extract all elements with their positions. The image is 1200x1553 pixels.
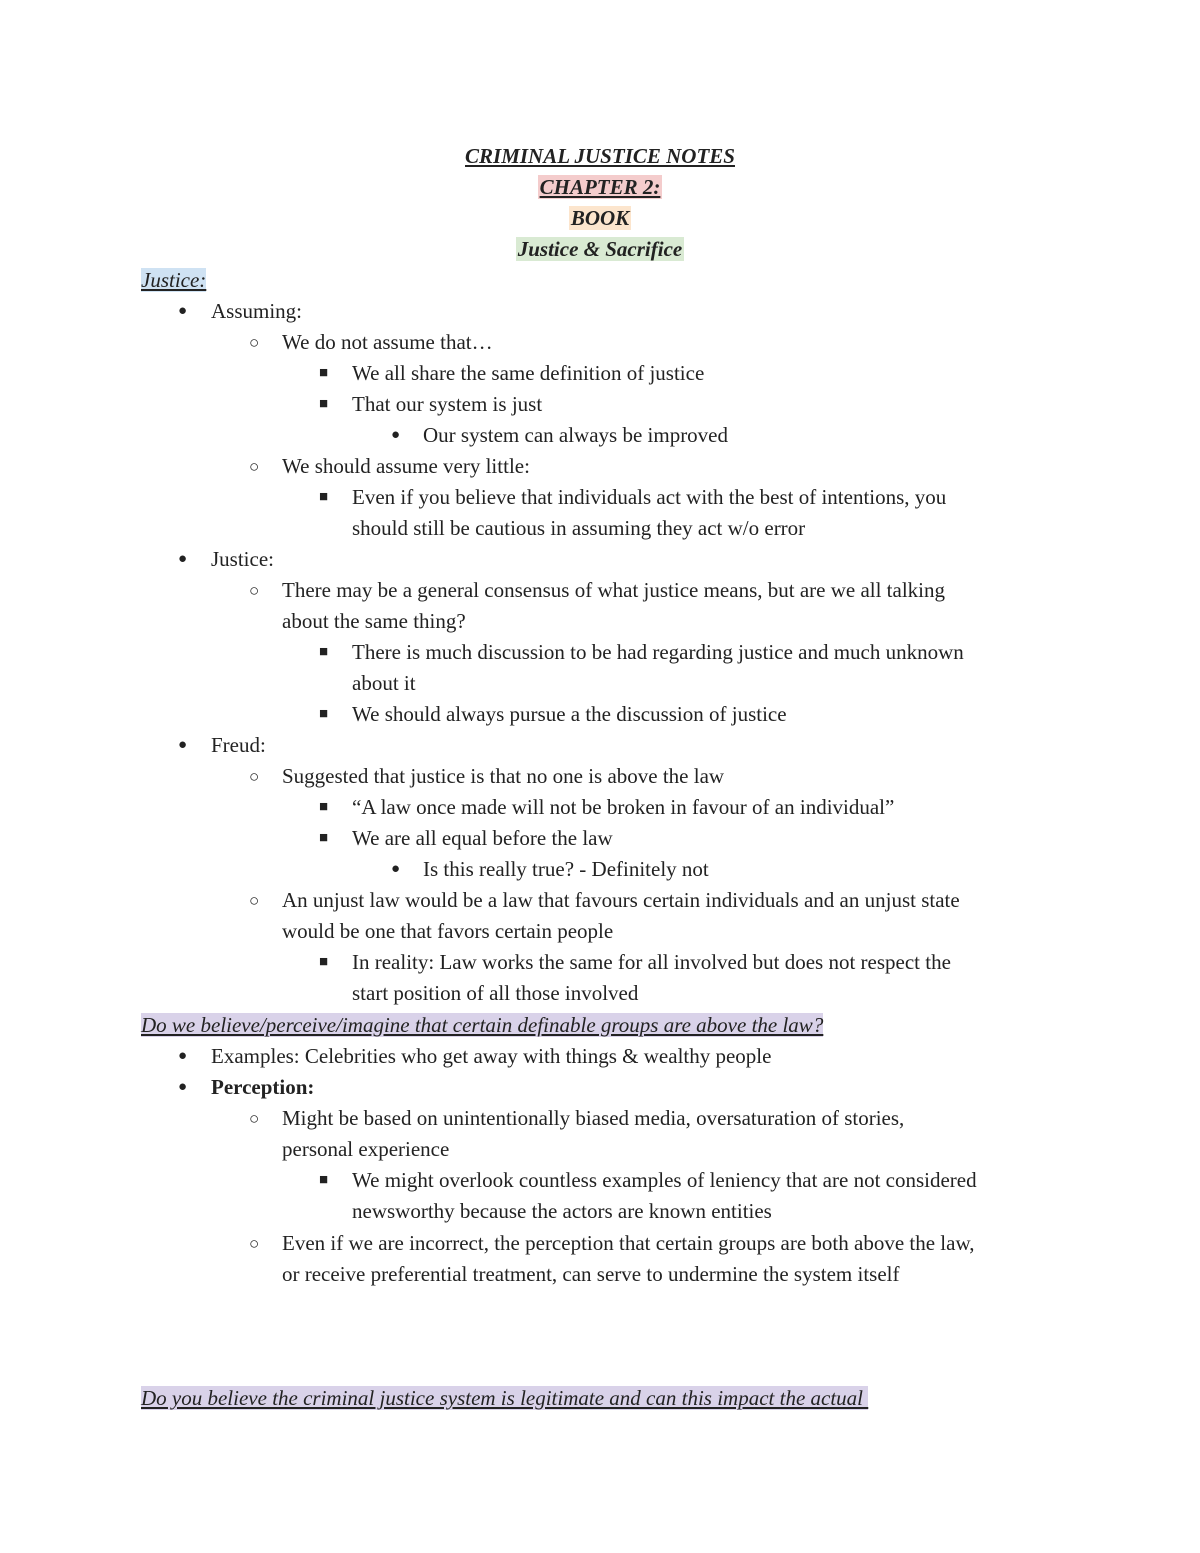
list-item: Examples: Celebrities who get away with things & wealthy people <box>211 1044 772 1068</box>
bullet-dot-icon: ● <box>178 303 188 319</box>
bullet-dot-icon: ● <box>178 1079 188 1095</box>
bullet-circle-icon: ○ <box>249 1234 260 1253</box>
bullet-circle-icon: ○ <box>249 891 260 910</box>
book-row <box>0 203 1200 234</box>
list-item-continued: or receive preferential treatment, can serve to undermine the system itself <box>282 1262 900 1286</box>
subtitle-row <box>0 234 1200 265</box>
bullet-circle-icon: ○ <box>249 333 260 352</box>
bullet-square-icon: ■ <box>319 799 329 815</box>
bullet-dot-icon: ● <box>391 861 401 877</box>
bullet-circle-icon: ○ <box>249 581 260 600</box>
list-item: We should assume very little: <box>282 454 530 478</box>
section-heading-question-groups: Do we believe/perceive/imagine that certain definable groups are above the law? <box>141 1013 824 1037</box>
list-item: That our system is just <box>352 392 543 416</box>
chapter-label: CHAPTER 2: <box>539 175 661 199</box>
bullet-circle-icon: ○ <box>249 1109 260 1128</box>
bullet-dot-icon: ● <box>391 427 401 443</box>
bullet-circle-icon: ○ <box>249 767 260 786</box>
book-label: BOOK <box>570 206 630 230</box>
list-item-continued: newsworthy because the actors are known entities <box>352 1199 772 1223</box>
list-item: Might be based on unintentionally biased media, oversaturation of stories, <box>282 1106 905 1130</box>
list-item: We are all equal before the law <box>352 826 613 850</box>
list-item: We should always pursue a the discussion of justice <box>352 702 787 726</box>
list-item-continued: about it <box>352 671 416 695</box>
list-item: “A law once made will not be broken in favour of an individual” <box>352 795 895 819</box>
bullet-dot-icon: ● <box>178 737 188 753</box>
chapter-row <box>0 172 1200 203</box>
list-item-continued: personal experience <box>282 1137 450 1161</box>
bullet-square-icon: ■ <box>319 489 329 505</box>
bullet-dot-icon: ● <box>178 1048 188 1064</box>
bullet-dot-icon: ● <box>178 551 188 567</box>
bullet-square-icon: ■ <box>319 1172 329 1188</box>
bullet-square-icon: ■ <box>319 954 329 970</box>
bullet-square-icon: ■ <box>319 706 329 722</box>
list-item-bold: Perception: <box>211 1075 315 1099</box>
list-item: An unjust law would be a law that favours certain individuals and an unjust state <box>282 888 960 912</box>
doc-title-row <box>0 141 1200 172</box>
list-item: Our system can always be improved <box>423 423 729 447</box>
list-item: Even if you believe that individuals act with the best of intentions, you <box>352 485 947 509</box>
list-item: Even if we are incorrect, the perception that certain groups are both above the law, <box>282 1231 975 1255</box>
bullet-square-icon: ■ <box>319 396 329 412</box>
list-item: Is this really true? - Definitely not <box>423 857 709 881</box>
list-item: Assuming: <box>211 299 303 323</box>
bullet-circle-icon: ○ <box>249 457 260 476</box>
list-item: We might overlook countless examples of leniency that are not considered <box>352 1168 977 1192</box>
list-item-continued: about the same thing? <box>282 609 466 633</box>
list-item: Justice: <box>211 547 274 571</box>
doc-title: CRIMINAL JUSTICE NOTES <box>465 144 735 168</box>
bullet-square-icon: ■ <box>319 365 329 381</box>
list-item-continued: should still be cautious in assuming they act w/o error <box>352 516 806 540</box>
bullet-square-icon: ■ <box>319 644 329 660</box>
doc-subtitle: Justice & Sacrifice <box>517 237 683 261</box>
list-item: We do not assume that… <box>282 330 493 354</box>
list-item: We all share the same definition of justice <box>352 361 705 385</box>
list-item: Suggested that justice is that no one is above the law <box>282 764 725 788</box>
section-heading-question-legitimacy: Do you believe the criminal justice system is legitimate and can this impact the actual <box>141 1386 869 1410</box>
list-item: Freud: <box>211 733 266 757</box>
list-item: In reality: Law works the same for all involved but does not respect the <box>352 950 951 974</box>
bullet-square-icon: ■ <box>319 830 329 846</box>
list-item-continued: would be one that favors certain people <box>282 919 614 943</box>
list-item-continued: start position of all those involved <box>352 981 639 1005</box>
list-item: There is much discussion to be had regarding justice and much unknown <box>352 640 964 664</box>
list-item: There may be a general consensus of what justice means, but are we all talking <box>282 578 946 602</box>
section-heading-justice: Justice: <box>141 268 207 292</box>
